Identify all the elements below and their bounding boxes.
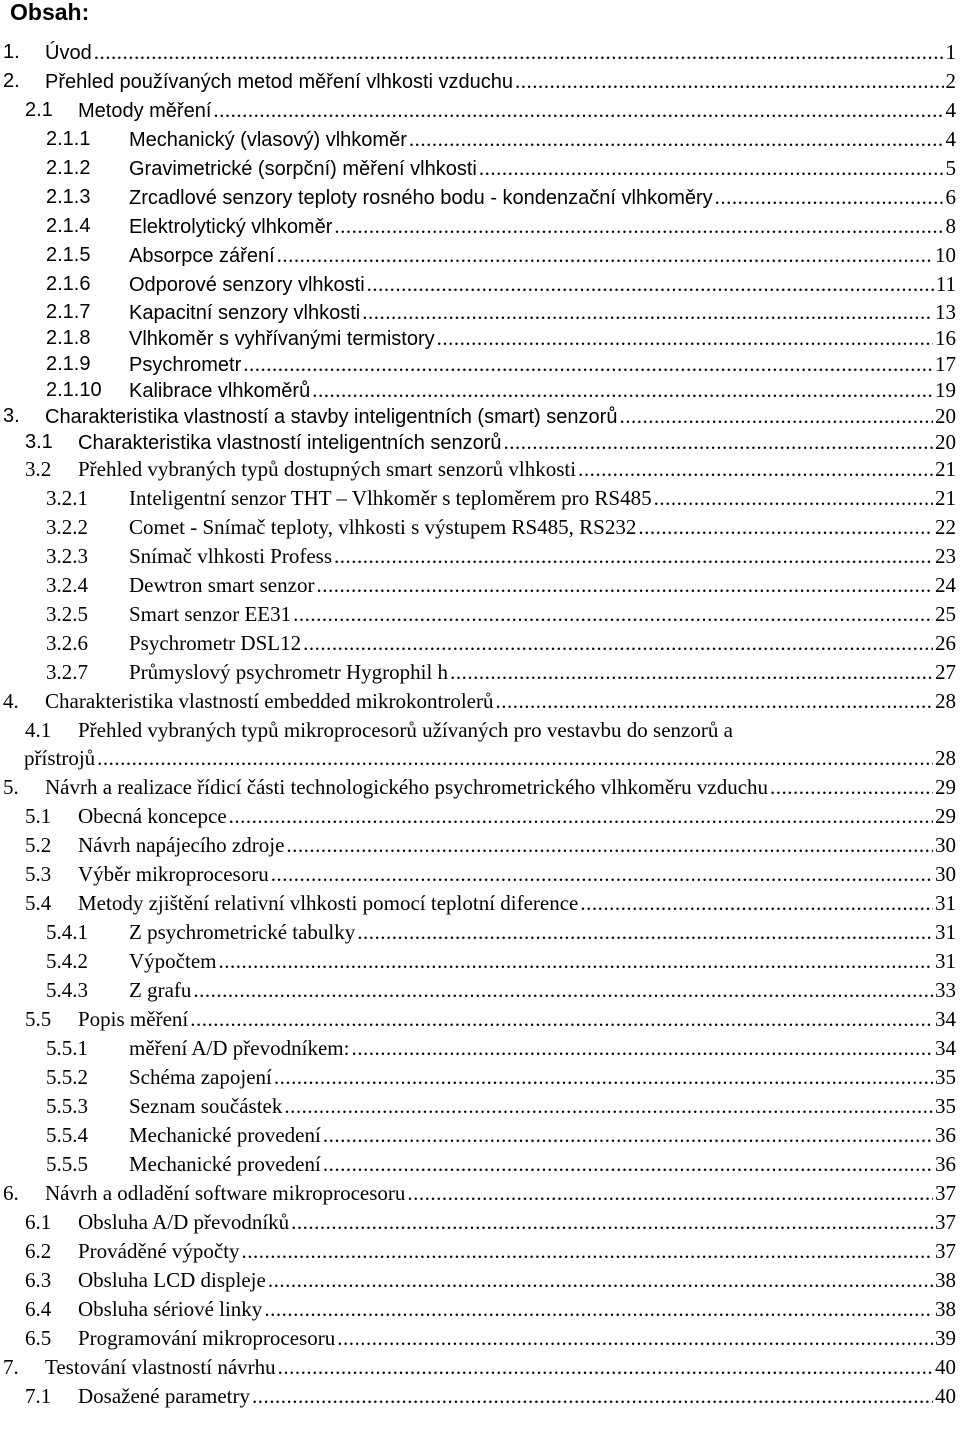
toc-entry-page: 38 — [935, 1297, 956, 1321]
toc-entry[interactable] — [0, 96, 960, 125]
toc-leader-dots — [323, 1150, 933, 1179]
toc-leader-dots — [580, 889, 933, 918]
toc-entry[interactable] — [0, 860, 960, 889]
toc-entry[interactable] — [0, 1179, 960, 1208]
toc-leader-dots — [229, 802, 933, 831]
toc-entry[interactable] — [0, 658, 960, 687]
toc-entry-page: 29 — [935, 804, 956, 828]
toc-leader-dots — [362, 299, 933, 325]
toc-entry-number: 2.1.8 — [46, 327, 91, 349]
toc-entry-title: měření A/D převodníkem: — [129, 1036, 350, 1060]
toc-entry[interactable] — [0, 542, 960, 571]
toc-entry[interactable] — [0, 455, 960, 484]
toc-leader-dots — [97, 744, 933, 773]
toc-leader-dots — [495, 687, 933, 716]
toc-entry[interactable] — [0, 1208, 960, 1237]
toc-heading: Obsah: — [10, 0, 90, 25]
toc-entry-title: Testování vlastností návrhu — [45, 1355, 276, 1379]
toc-entry-number: 3.2.3 — [46, 544, 88, 568]
toc-leader-dots — [479, 154, 944, 183]
toc-entry-number: 5.5.2 — [46, 1065, 88, 1089]
toc-entry-number: 4. — [3, 689, 19, 713]
toc-entry-title: Elektrolytický vlhkoměr — [129, 216, 333, 238]
toc-entry-number: 5.3 — [25, 862, 52, 886]
toc-entry-number: 5.5.4 — [46, 1123, 88, 1147]
toc-entry-number: 2.1.6 — [46, 273, 91, 295]
toc-leader-dots — [277, 241, 933, 270]
toc-entry[interactable] — [0, 571, 960, 600]
toc-leader-dots — [357, 918, 933, 947]
toc-entry-number: 6. — [3, 1181, 19, 1205]
toc-entry-title: Charakteristika vlastností a stavby inteligentních (smart) senzorů — [45, 406, 618, 428]
toc-entry-title: Odporové senzory vlhkosti — [129, 274, 365, 296]
toc-entry[interactable] — [0, 351, 960, 377]
toc-entry-page: 34 — [935, 1007, 956, 1031]
toc-entry-number: 2.1.7 — [46, 301, 91, 323]
toc-entry-page: 33 — [935, 978, 956, 1002]
toc-entry-number: 2.1 — [25, 99, 53, 121]
toc-entry-page: 36 — [935, 1152, 956, 1176]
toc-entry-title: Výběr mikroprocesoru — [78, 862, 269, 886]
toc-entry-title: Návrh napájecího zdroje — [78, 833, 285, 857]
toc-entry-number: 3.2.6 — [46, 631, 88, 655]
toc-entry-number: 2.1.4 — [46, 215, 91, 237]
toc-leader-dots — [351, 1034, 933, 1063]
toc-leader-dots — [515, 67, 943, 96]
toc-entry-number: 2.1.1 — [46, 128, 91, 150]
toc-entry-page: 21 — [935, 457, 956, 481]
toc-entry-number: 5.5.1 — [46, 1036, 88, 1060]
toc-entry[interactable] — [0, 1005, 960, 1034]
toc-entry-title: Obsluha LCD displeje — [78, 1268, 266, 1292]
toc-entry[interactable] — [0, 513, 960, 542]
toc-leader-dots — [213, 96, 943, 125]
toc-entry[interactable] — [0, 947, 960, 976]
toc-entry-title: Dewtron smart senzor — [129, 573, 315, 597]
toc-entry[interactable] — [0, 1150, 960, 1179]
toc-leader-dots — [284, 1092, 933, 1121]
toc-entry-title: Gravimetrické (sorpční) měření vlhkosti — [129, 158, 477, 180]
toc-entry[interactable] — [0, 1092, 960, 1121]
toc-entry-number: 6.3 — [25, 1268, 52, 1292]
toc-entry[interactable] — [0, 1063, 960, 1092]
toc-entry-title: Mechanický (vlasový) vlhkoměr — [129, 129, 407, 151]
toc-entry-page: 1 — [945, 40, 956, 64]
toc-entry[interactable] — [0, 773, 960, 802]
toc-entry-number: 5.5.3 — [46, 1094, 88, 1118]
toc-entry-page: 31 — [935, 920, 956, 944]
toc-leader-dots — [271, 860, 933, 889]
toc-entry[interactable] — [0, 299, 960, 325]
toc-entry-number: 2. — [3, 70, 20, 92]
toc-entry-title: Schéma zapojení — [129, 1065, 272, 1089]
toc-leader-dots — [268, 1266, 933, 1295]
toc-entry-number: 5.4.3 — [46, 978, 88, 1002]
toc-entry-number: 1. — [3, 41, 20, 63]
toc-entry-title: Výpočtem — [129, 949, 217, 973]
toc-entry-title: Obsluha A/D převodníků — [78, 1210, 290, 1234]
toc-leader-dots — [334, 542, 933, 571]
toc-entry-number: 5.2 — [25, 833, 52, 857]
toc-entry[interactable] — [0, 429, 960, 455]
toc-entry-number: 3.2.5 — [46, 602, 88, 626]
toc-entry-number: 3.1 — [25, 431, 53, 453]
toc-entry-page: 10 — [935, 243, 956, 267]
toc-entry[interactable] — [0, 889, 960, 918]
toc-entry-page: 2 — [945, 69, 956, 93]
toc-entry-page: 30 — [935, 833, 956, 857]
toc-entry-title: Absorpce záření — [129, 245, 275, 267]
toc-entry-page: 4 — [945, 98, 956, 122]
toc-entry-page: 20 — [935, 404, 956, 428]
toc-entry-title: Charakteristika vlastností embedded mikrokontrolerů — [45, 689, 494, 713]
toc-leader-dots — [291, 1208, 933, 1237]
toc-entry-title: Návrh a odladění software mikroprocesoru — [45, 1181, 406, 1205]
toc-entry-number: 5.4 — [25, 891, 52, 915]
toc-leader-dots — [274, 1063, 933, 1092]
toc-entry[interactable] — [0, 1266, 960, 1295]
toc-entry-page: 31 — [935, 949, 956, 973]
toc-entry-title: Obsluha sériové linky — [78, 1297, 263, 1321]
toc-entry-page: 31 — [935, 891, 956, 915]
toc-entry-page: 17 — [935, 352, 956, 376]
toc-entry-page: 34 — [935, 1036, 956, 1060]
toc-entry[interactable] — [0, 600, 960, 629]
toc-entry[interactable] — [0, 67, 960, 96]
toc-entry-title: přístrojů — [24, 746, 96, 770]
toc-entry[interactable] — [0, 325, 960, 351]
toc-entry-number: 5.1 — [25, 804, 52, 828]
toc-entry[interactable] — [0, 154, 960, 183]
toc-entry-number: 5.4.1 — [46, 920, 88, 944]
toc-entry-page: 35 — [935, 1094, 956, 1118]
toc-entry[interactable] — [0, 125, 960, 154]
toc-entry-page: 21 — [935, 486, 956, 510]
toc-entry-title: Kalibrace vlhkoměrů — [129, 380, 311, 402]
toc-entry[interactable] — [0, 918, 960, 947]
toc-entry-number: 6.5 — [25, 1326, 52, 1350]
toc-entry-title: Úvod — [45, 42, 92, 64]
toc-leader-dots — [193, 976, 933, 1005]
toc-entry-number: 2.1.2 — [46, 157, 91, 179]
toc-entry-page: 29 — [935, 775, 956, 799]
toc-leader-dots — [303, 629, 933, 658]
toc-entry-page: 22 — [935, 515, 956, 539]
toc-entry-number: 6.1 — [25, 1210, 52, 1234]
toc-entry-number: 3.2.7 — [46, 660, 88, 684]
toc-entry[interactable] — [0, 1237, 960, 1266]
toc-entry[interactable] — [0, 270, 960, 299]
toc-entry-number: 6.4 — [25, 1297, 52, 1321]
toc-entry-number: 6.2 — [25, 1239, 52, 1263]
toc-entry[interactable] — [0, 716, 960, 744]
toc-entry[interactable] — [0, 976, 960, 1005]
toc-entry-page: 36 — [935, 1123, 956, 1147]
toc-entry-number: 2.1.9 — [46, 353, 91, 375]
toc-entry-number: 3. — [3, 405, 20, 427]
toc-entry-number: 5.4.2 — [46, 949, 88, 973]
toc-leader-dots — [437, 325, 933, 351]
toc-leader-dots — [312, 377, 933, 403]
toc-entry-number: 7.1 — [25, 1384, 52, 1408]
toc-entry-title: Seznam součástek — [129, 1094, 283, 1118]
toc-entry-title: Inteligentní senzor THT – Vlhkoměr s teploměrem pro RS485 — [129, 486, 652, 510]
toc-leader-dots — [264, 1295, 933, 1324]
toc-entry-title: Zrcadlové senzory teploty rosného bodu - kondenzační vlhkoměry — [129, 187, 713, 209]
toc-leader-dots — [504, 429, 933, 455]
toc-leader-dots — [286, 831, 933, 860]
toc-entry-title: Z grafu — [129, 978, 192, 1002]
toc-leader-dots — [367, 270, 934, 299]
toc-entry-title: Smart senzor EE31 — [129, 602, 292, 626]
toc-entry-page: 40 — [935, 1384, 956, 1408]
toc-entry-page: 37 — [935, 1181, 956, 1205]
toc-leader-dots — [407, 1179, 933, 1208]
toc-leader-dots — [334, 212, 943, 241]
toc-entry-number: 4.1 — [25, 718, 52, 742]
toc-entry-number: 3.2.1 — [46, 486, 88, 510]
toc-entry-page: 4 — [945, 127, 956, 151]
toc-entry-title: Snímač vlhkosti Profess — [129, 544, 332, 568]
toc-entry-page: 20 — [935, 430, 956, 454]
toc-entry[interactable] — [0, 1034, 960, 1063]
toc-entry-continuation[interactable] — [0, 744, 960, 773]
toc-entry-title: Kapacitní senzory vlhkosti — [129, 302, 361, 324]
toc-entry-number: 7. — [3, 1355, 19, 1379]
toc-entry[interactable] — [0, 629, 960, 658]
toc-entry-page: 8 — [945, 214, 956, 238]
toc-entry-page: 37 — [935, 1210, 956, 1234]
toc-entry[interactable] — [0, 831, 960, 860]
toc-entry-title: Mechanické provedení — [129, 1152, 321, 1176]
toc-entry-title: Přehled vybraných typů dostupných smart senzorů vlhkosti — [78, 457, 577, 481]
toc-entry[interactable] — [0, 212, 960, 241]
toc-leader-dots — [316, 571, 933, 600]
toc-entry-page: 27 — [935, 660, 956, 684]
toc-leader-dots — [409, 125, 944, 154]
toc-leader-dots — [578, 455, 933, 484]
toc-entry-title: Metody zjištění relativní vlhkosti pomocí teplotní diference — [78, 891, 579, 915]
toc-entry-title: Psychrometr DSL12 — [129, 631, 302, 655]
toc-entry[interactable] — [0, 38, 960, 67]
toc-entry[interactable] — [0, 403, 960, 429]
toc-entry-title: Programování mikroprocesoru — [78, 1326, 336, 1350]
toc-leader-dots — [715, 183, 944, 212]
toc-entry[interactable] — [0, 1121, 960, 1150]
toc-entry-page: 6 — [945, 185, 956, 209]
toc-leader-dots — [654, 484, 933, 513]
toc-leader-dots — [293, 600, 933, 629]
toc-entry-title: Návrh a realizace řídicí části technologického psychrometrického vlhkoměru vzduchu — [45, 775, 769, 799]
toc-entry[interactable] — [0, 1324, 960, 1353]
toc-entry-title: Prováděné výpočty — [78, 1239, 240, 1263]
toc-entry-page: 35 — [935, 1065, 956, 1089]
toc-entry-page: 30 — [935, 862, 956, 886]
toc-leader-dots — [337, 1324, 933, 1353]
toc-entry-number: 2.1.3 — [46, 186, 91, 208]
toc-entry-page: 25 — [935, 602, 956, 626]
toc-list — [0, 38, 960, 1411]
toc-entry-page: 5 — [945, 156, 956, 180]
toc-leader-dots — [242, 1237, 933, 1266]
toc-entry-title: Metody měření — [78, 100, 212, 122]
toc-entry-title: Psychrometr — [129, 354, 242, 376]
toc-entry[interactable] — [0, 183, 960, 212]
toc-entry-page: 28 — [935, 689, 956, 713]
toc-entry-title: Přehled používaných metod měření vlhkosti vzduchu — [45, 71, 514, 93]
toc-entry-page: 37 — [935, 1239, 956, 1263]
toc-entry-title: Popis měření — [78, 1007, 189, 1031]
toc-entry-page: 11 — [935, 272, 956, 296]
toc-entry-page: 23 — [935, 544, 956, 568]
toc-leader-dots — [323, 1121, 933, 1150]
toc-entry[interactable] — [0, 1382, 960, 1411]
toc-leader-dots — [638, 513, 933, 542]
toc-entry-number: 3.2.4 — [46, 573, 88, 597]
toc-entry-title: Obecná koncepce — [78, 804, 227, 828]
toc-entry-page: 39 — [935, 1326, 956, 1350]
toc-entry-title: Charakteristika vlastností inteligentních senzorů — [78, 432, 502, 454]
toc-entry[interactable] — [0, 377, 960, 403]
toc-entry-number: 5.5.5 — [46, 1152, 88, 1176]
toc-leader-dots — [278, 1353, 933, 1382]
toc-entry-number: 3.2.2 — [46, 515, 88, 539]
toc-entry-title: Dosažené parametry — [78, 1384, 250, 1408]
toc-entry-page: 38 — [935, 1268, 956, 1292]
toc-entry-page: 26 — [935, 631, 956, 655]
toc-entry-page: 40 — [935, 1355, 956, 1379]
toc-entry-title: Přehled vybraných typů mikroprocesorů užívaných pro vestavbu do senzorů a — [78, 718, 733, 742]
toc-entry-number: 2.1.10 — [46, 379, 102, 401]
toc-entry-title: Z psychrometrické tabulky — [129, 920, 356, 944]
toc-leader-dots — [450, 658, 933, 687]
toc-leader-dots — [243, 351, 933, 377]
toc-entry-page: 13 — [935, 300, 956, 324]
toc-leader-dots — [252, 1382, 933, 1411]
toc-entry[interactable] — [0, 1353, 960, 1382]
toc-leader-dots — [619, 403, 933, 429]
toc-entry-title: Mechanické provedení — [129, 1123, 321, 1147]
toc-entry[interactable] — [0, 484, 960, 513]
toc-entry-page: 16 — [935, 326, 956, 350]
toc-leader-dots — [218, 947, 933, 976]
toc-leader-dots — [770, 773, 933, 802]
toc-entry-page: 24 — [935, 573, 956, 597]
toc-entry-page: 19 — [935, 378, 956, 402]
toc-entry[interactable] — [0, 1295, 960, 1324]
toc-entry[interactable] — [0, 241, 960, 270]
toc-entry-page: 28 — [935, 746, 956, 770]
toc-entry-number: 3.2 — [25, 457, 52, 481]
toc-entry[interactable] — [0, 687, 960, 716]
toc-entry-number: 5.5 — [25, 1007, 52, 1031]
toc-leader-dots — [94, 38, 944, 67]
toc-entry[interactable] — [0, 802, 960, 831]
toc-entry-title: Vlhkoměr s vyhřívanými termistory — [129, 328, 435, 350]
toc-entry-title: Průmyslový psychrometr Hygrophil h — [129, 660, 449, 684]
toc-entry-number: 2.1.5 — [46, 244, 91, 266]
toc-entry-title: Comet - Snímač teploty, vlhkosti s výstupem RS485, RS232 — [129, 515, 637, 539]
toc-entry-number: 5. — [3, 775, 19, 799]
toc-leader-dots — [190, 1005, 933, 1034]
